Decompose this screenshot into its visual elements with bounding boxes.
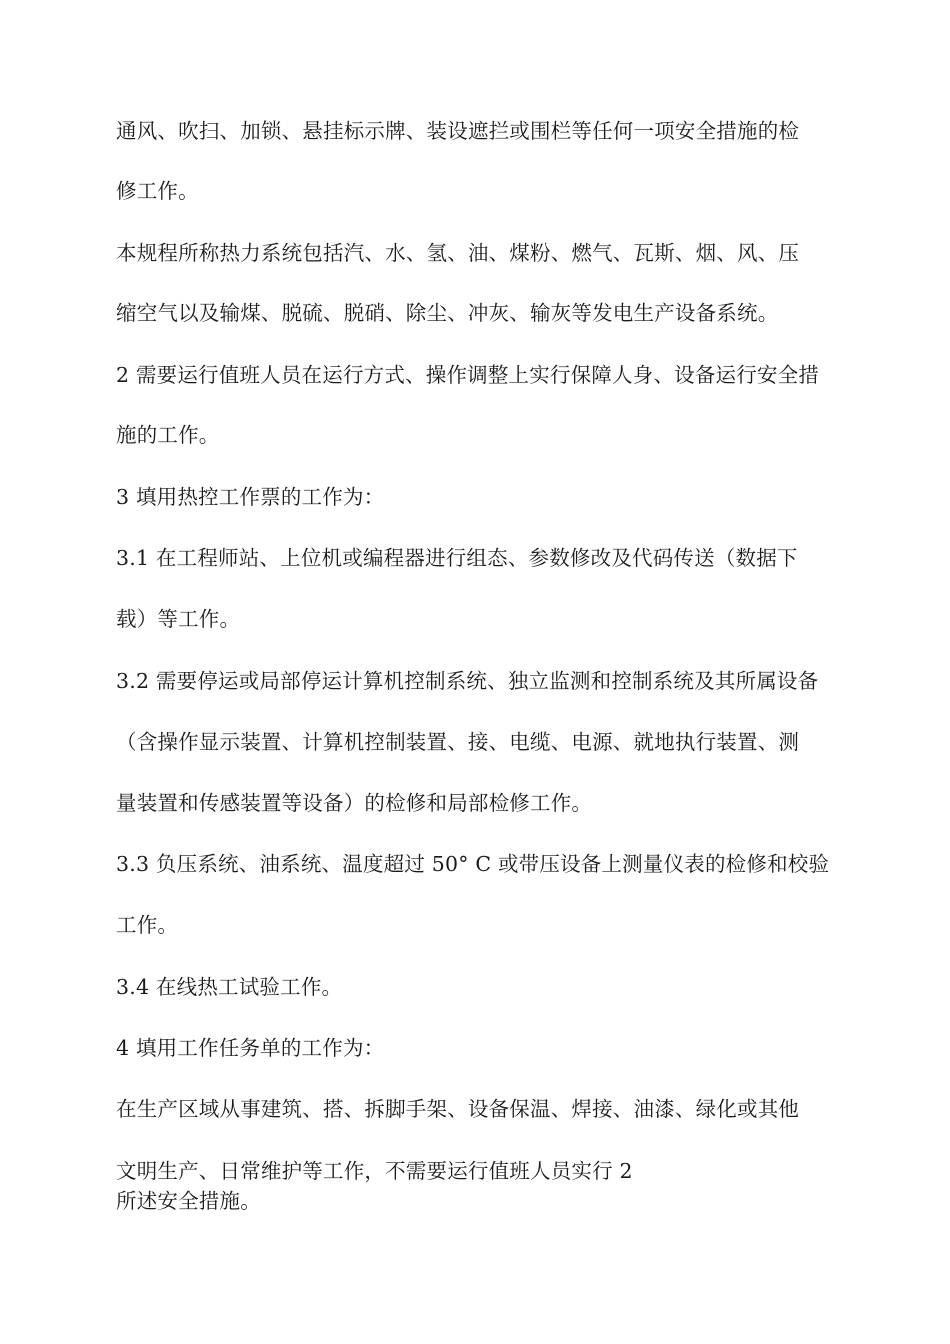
text-line: 施的工作。 — [116, 423, 220, 447]
text-line: 3.3 负压系统、油系统、温度超过 50° C 或带压设备上测量仪表的检修和校验 — [116, 852, 830, 876]
text-line: 2 需要运行值班人员在运行方式、操作调整上实行保障人身、设备运行安全措 — [116, 363, 820, 387]
text-line: 修工作。 — [116, 179, 199, 203]
text-line: 3.2 需要停运或局部停运计算机控制系统、独立监测和控制系统及其所属设备 — [116, 669, 819, 693]
text-line: 通风、吹扫、加锁、悬挂标示牌、装设遮拦或围栏等任何一项安全措施的检 — [116, 119, 800, 143]
section-heading: 4 填用工作任务单的工作为： — [116, 1036, 385, 1060]
text-line: 3.1 在工程师站、上位机或编程器进行组态、参数修改及代码传送（数据下 — [116, 546, 798, 570]
text-line: （含操作显示装置、计算机控制装置、接、电缆、电源、就地执行装置、测 — [116, 730, 800, 754]
text-line: 在生产区域从事建筑、搭、拆脚手架、设备保温、焊接、油漆、绿化或其他 — [116, 1097, 800, 1121]
text-line: 载）等工作。 — [116, 607, 241, 631]
text-line: 工作。 — [116, 913, 179, 937]
text-line: 量装置和传感装置等设备）的检修和局部检修工作。 — [116, 791, 593, 815]
text-line: 文明生产、日常维护等工作，不需要运行值班人员实行 2 — [116, 1159, 633, 1183]
text-line: 本规程所称热力系统包括汽、水、氢、油、煤粉、燃气、瓦斯、烟、风、压 — [116, 241, 800, 265]
text-line: 3.4 在线热工试验工作。 — [116, 975, 343, 999]
text-line: 所述安全措施。 — [116, 1189, 261, 1213]
text-line: 缩空气以及输煤、脱硫、脱硝、除尘、冲灰、输灰等发电生产设备系统。 — [116, 301, 779, 325]
section-heading: 3 填用热控工作票的工作为： — [116, 485, 385, 509]
